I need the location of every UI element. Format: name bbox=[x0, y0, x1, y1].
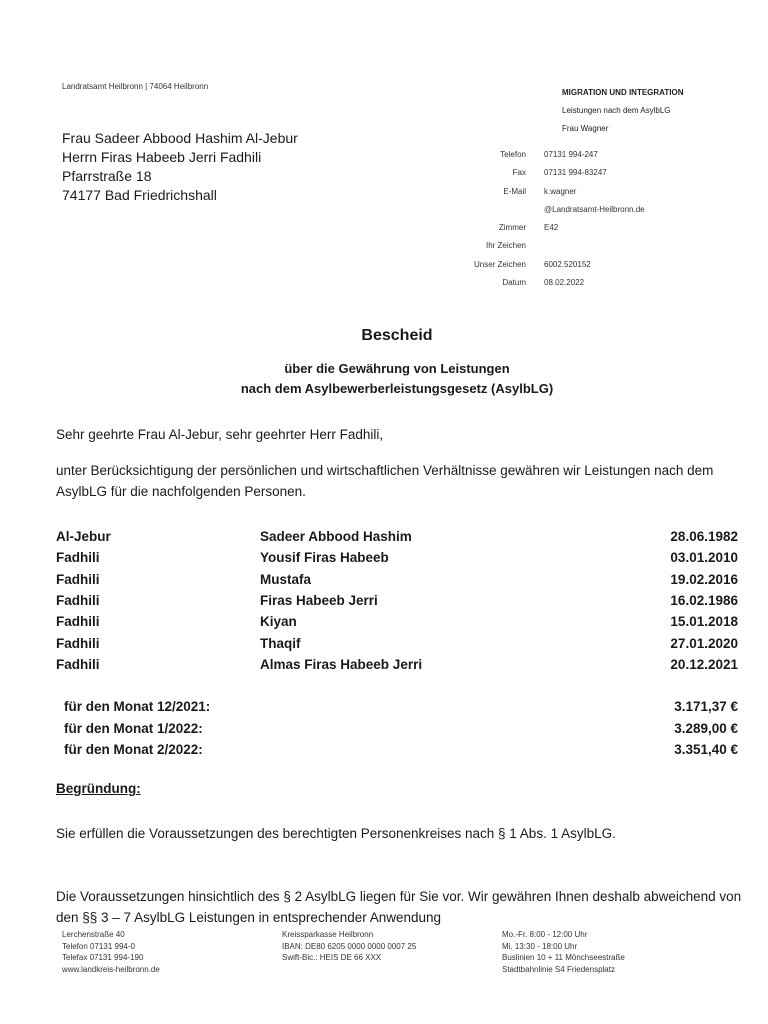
contact-row bbox=[440, 164, 704, 182]
contact-value bbox=[544, 237, 704, 255]
contact-value: k.wagner bbox=[544, 186, 577, 196]
month-label: für den Monat 2/2022: bbox=[64, 742, 203, 758]
person-birthdate: 15.01.2018 bbox=[670, 614, 738, 630]
contact-label bbox=[440, 201, 544, 219]
footer-line: Mo.-Fr. 8:00 - 12:00 Uhr bbox=[502, 930, 588, 939]
contact-label: Telefon bbox=[500, 150, 526, 159]
person-last-name: Fadhili bbox=[56, 614, 100, 630]
person-first-name: Yousif Firas Habeeb bbox=[260, 550, 389, 566]
contact-label: Datum bbox=[502, 278, 526, 288]
person-last-name: Fadhili bbox=[56, 593, 100, 609]
person-first-name: Mustafa bbox=[260, 571, 312, 587]
footer-bank bbox=[282, 929, 416, 964]
month-label: für den Monat 12/2021: bbox=[64, 699, 211, 715]
footer-hours bbox=[502, 929, 625, 975]
month-amount: 3.171,37 € bbox=[674, 699, 738, 715]
contact-row bbox=[440, 256, 704, 274]
footer-line: Kreissparkasse Heilbronn bbox=[282, 930, 374, 939]
person-birthdate: 20.12.2021 bbox=[670, 656, 738, 672]
contact-label: E-Mail bbox=[503, 186, 526, 196]
document-title: Bescheid bbox=[361, 327, 433, 344]
reason-paragraph-1: Sie erfüllen die Voraussetzungen des berechtigten Personenkreises nach § 1 Abs. 1 AsylbLG. bbox=[56, 826, 616, 841]
person-first-name: Sadeer Abbood Hashim bbox=[260, 529, 412, 545]
person-birthdate: 16.02.1986 bbox=[670, 593, 738, 609]
recipient-line: 74177 Bad Friedrichshall bbox=[62, 187, 217, 203]
person-last-name: Al-Jebur bbox=[56, 529, 111, 545]
person-birthdate: 03.01.2010 bbox=[670, 550, 738, 566]
table-row bbox=[56, 632, 738, 653]
table-row bbox=[56, 611, 738, 632]
contact-value: 08.02.2022 bbox=[544, 278, 585, 288]
footer-line: Mi. 13:30 - 18:00 Uhr bbox=[502, 941, 578, 951]
person-first-name: Thaqif bbox=[260, 635, 301, 651]
contact-row bbox=[440, 237, 704, 255]
monthly-amounts bbox=[64, 696, 738, 761]
person-birthdate: 28.06.1982 bbox=[670, 529, 738, 545]
footer-line: Lerchenstraße 40 bbox=[62, 930, 125, 939]
amount-row bbox=[64, 739, 738, 761]
footer-line: IBAN: DE80 6205 0000 0000 0007 25 bbox=[282, 941, 417, 951]
contact-row bbox=[440, 183, 704, 201]
month-amount: 3.289,00 € bbox=[674, 720, 738, 736]
contact-value: 07131 994-247 bbox=[544, 150, 598, 159]
department-block bbox=[562, 84, 683, 138]
footer-line: Swift-Bic.: HEIS DE 66 XXX bbox=[282, 953, 382, 962]
recipient-line: Frau Sadeer Abbood Hashim Al-Jebur bbox=[62, 130, 298, 146]
department-head: MIGRATION UND INTEGRATION bbox=[562, 88, 684, 97]
person-last-name: Fadhili bbox=[56, 571, 100, 587]
contact-row bbox=[440, 201, 704, 219]
reason-paragraph-2: Die Voraussetzungen hinsichtlich des § 2 AsylbLG liegen für Sie vor. Wir gewähren Ihnen deshalb abweichend von den §§ 3 – 7 AsylbLG Leistungen in entsprechender Anwendung bbox=[56, 889, 742, 925]
persons-table bbox=[56, 526, 738, 675]
contact-block bbox=[440, 146, 704, 292]
subtitle-line: nach dem Asylbewerberleistungsgesetz (AsylbLG) bbox=[240, 381, 554, 396]
intro-paragraph: unter Berücksichtigung der persönlichen und wirtschaftlichen Verhältnisse gewähren wir Leistungen nach dem AsylbLG für die nachfolgenden Personen. bbox=[56, 463, 714, 499]
person-last-name: Fadhili bbox=[56, 550, 100, 566]
person-last-name: Fadhili bbox=[56, 635, 100, 651]
amount-row bbox=[64, 696, 738, 718]
contact-label: Zimmer bbox=[498, 223, 526, 233]
footer-line: Telefax 07131 994-190 bbox=[62, 953, 144, 962]
contact-value: 6002.520152 bbox=[544, 259, 591, 269]
footer-line: Stadtbahnlinie S4 Friedensplatz bbox=[502, 964, 615, 974]
subtitle-line: über die Gewährung von Leistungen bbox=[284, 361, 510, 376]
contact-label: Unser Zeichen bbox=[473, 259, 526, 269]
contact-label: Fax bbox=[512, 168, 526, 178]
table-row bbox=[56, 569, 738, 590]
recipient-line: Pfarrstraße 18 bbox=[62, 168, 152, 184]
person-birthdate: 19.02.2016 bbox=[670, 571, 738, 587]
department-person: Frau Wagner bbox=[562, 124, 609, 133]
month-amount: 3.351,40 € bbox=[674, 742, 738, 758]
greeting: Sehr geehrte Frau Al-Jebur, sehr geehrter Herr Fadhili, bbox=[56, 427, 384, 442]
amount-row bbox=[64, 718, 738, 740]
person-first-name: Firas Habeeb Jerri bbox=[260, 593, 378, 609]
table-row bbox=[56, 526, 738, 547]
footer-address bbox=[62, 929, 160, 975]
person-first-name: Almas Firas Habeeb Jerri bbox=[260, 656, 423, 672]
contact-label: Ihr Zeichen bbox=[485, 241, 526, 251]
contact-row bbox=[440, 274, 704, 292]
recipient-address bbox=[62, 129, 298, 205]
contact-value: E42 bbox=[544, 223, 559, 233]
contact-value: @Landratsamt-Heilbronn.de bbox=[544, 204, 645, 214]
contact-value: 07131 994-83247 bbox=[544, 168, 607, 178]
person-last-name: Fadhili bbox=[56, 656, 100, 672]
department-sub: Leistungen nach dem AsylbLG bbox=[562, 106, 671, 115]
table-row bbox=[56, 654, 738, 675]
section-heading: Begründung: bbox=[56, 781, 141, 796]
table-row bbox=[56, 547, 738, 568]
document-subtitle bbox=[0, 359, 768, 399]
contact-row bbox=[440, 219, 704, 237]
sender-address-line: Landratsamt Heilbronn | 74064 Heilbronn bbox=[62, 82, 209, 91]
person-birthdate: 27.01.2020 bbox=[670, 635, 738, 651]
recipient-line: Herrn Firas Habeeb Jerri Fadhili bbox=[62, 149, 262, 165]
person-first-name: Kiyan bbox=[260, 614, 297, 630]
table-row bbox=[56, 590, 738, 611]
footer-line: Telefon 07131 994-0 bbox=[62, 941, 135, 951]
footer-line: Buslinien 10 + 11 Mönchseestraße bbox=[502, 953, 625, 962]
contact-row bbox=[440, 146, 704, 164]
month-label: für den Monat 1/2022: bbox=[64, 720, 203, 736]
footer-line: www.landkreis-heilbronn.de bbox=[62, 964, 160, 974]
